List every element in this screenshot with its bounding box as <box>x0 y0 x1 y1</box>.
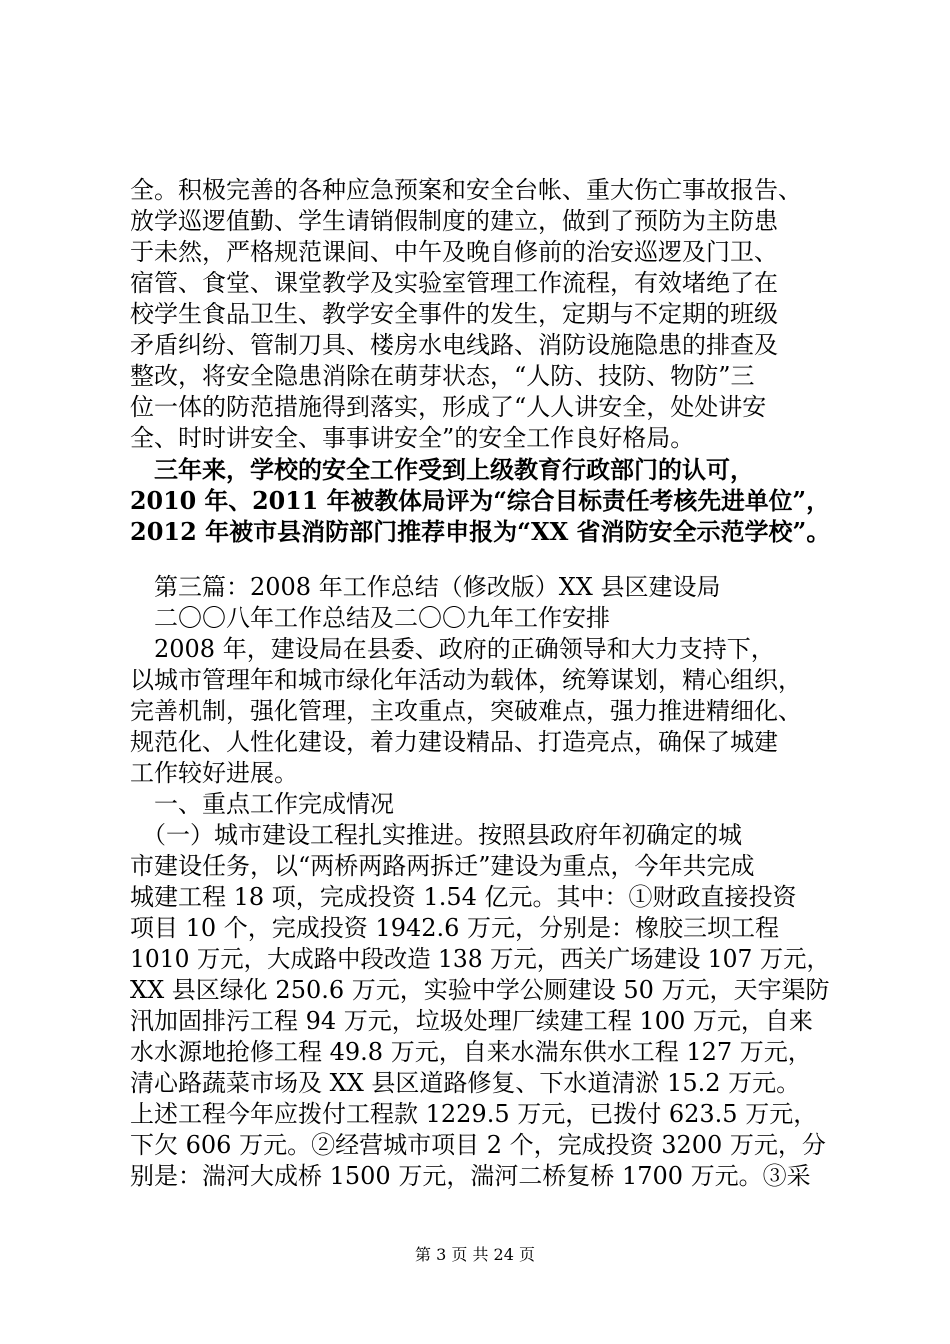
page-footer: 第 3 页 共 24 页 <box>415 1245 535 1264</box>
text-line: 规范化、人性化建设，着力建设精品、打造亮点，确保了城建 <box>130 728 778 756</box>
text-line: 水水源地抢修工程 49.8 万元，自来水湍东供水工程 127 万元， <box>130 1038 812 1066</box>
text-line: 完善机制，强化管理，主攻重点，突破难点，强力推进精细化、 <box>130 697 802 725</box>
item-heading: 一、重点工作完成情况 <box>130 790 394 818</box>
text-line: 2010 年、2011 年被教体局评为“综合目标责任考核先进单位”， <box>130 486 830 515</box>
text-line: 于未然，严格规范课间、中午及晚自修前的治安巡逻及门卫、 <box>130 238 778 266</box>
text-line: 校学生食品卫生、教学安全事件的发生，定期与不定期的班级 <box>130 300 778 328</box>
text-line: 清心路蔬菜市场及 XX 县区道路修复、下水道清淤 15.2 万元。 <box>130 1069 801 1097</box>
text-line: 三年来，学校的安全工作受到上级教育行政部门的认可， <box>130 455 754 484</box>
text-line: 城建工程 18 项，完成投资 1.54 亿元。其中：①财政直接投资 <box>130 883 797 911</box>
text-line: 项目 10 个，完成投资 1942.6 万元，分别是：橡胶三坝工程 <box>130 914 780 942</box>
text-line: 以城市管理年和城市绿化年活动为载体，统筹谋划，精心组织， <box>130 666 802 694</box>
text-line: （一）城市建设工程扎实推进。按照县政府年初确定的城 <box>130 821 742 849</box>
text-line: 放学巡逻值勤、学生请销假制度的建立，做到了预防为主防患 <box>130 207 778 235</box>
text-line: 矛盾纠纷、管制刀具、楼房水电线路、消防设施隐患的排查及 <box>130 331 778 359</box>
text-line: 2012 年被市县消防部门推荐申报为“XX 省消防安全示范学校”。 <box>130 517 831 546</box>
text-line: 2008 年，建设局在县委、政府的正确领导和大力支持下， <box>130 635 775 663</box>
text-line: 宿管、食堂、课堂教学及实验室管理工作流程，有效堵绝了在 <box>130 269 778 297</box>
text-line: 汛加固排污工程 94 万元，垃圾处理厂续建工程 100 万元，自来 <box>130 1007 813 1035</box>
text-line: 全。积极完善的各种应急预案和安全台帐、重大伤亡事故报告、 <box>130 176 802 204</box>
text-line: 上述工程今年应拨付工程款 1229.5 万元，已拨付 623.5 万元， <box>130 1100 818 1128</box>
text-line: 别是：湍河大成桥 1500 万元，湍河二桥复桥 1700 万元。③采 <box>130 1162 811 1190</box>
text-line: 1010 万元，大成路中段改造 138 万元，西关广场建设 107 万元， <box>130 945 830 973</box>
text-line: 位一体的防范措施得到落实，形成了“人人讲安全，处处讲安 <box>130 393 767 421</box>
section-subheading: 二〇〇八年工作总结及二〇〇九年工作安排 <box>130 604 610 632</box>
text-line: XX 县区绿化 250.6 万元，实验中学公厕建设 50 万元，天宇渠防 <box>130 976 830 1004</box>
text-line: 全、时时讲安全、事事讲安全”的安全工作良好格局。 <box>130 424 695 452</box>
text-line: 整改，将安全隐患消除在萌芽状态，“人防、技防、物防”三 <box>130 362 755 390</box>
section-heading: 第三篇：2008 年工作总结（修改版）XX 县区建设局 <box>130 573 721 601</box>
text-line: 下欠 606 万元。②经营城市项目 2 个，完成投资 3200 万元，分 <box>130 1131 826 1159</box>
text-line: 工作较好进展。 <box>130 759 298 787</box>
text-line: 市建设任务，以“两桥两路两拆迁”建设为重点，今年共完成 <box>130 852 755 880</box>
